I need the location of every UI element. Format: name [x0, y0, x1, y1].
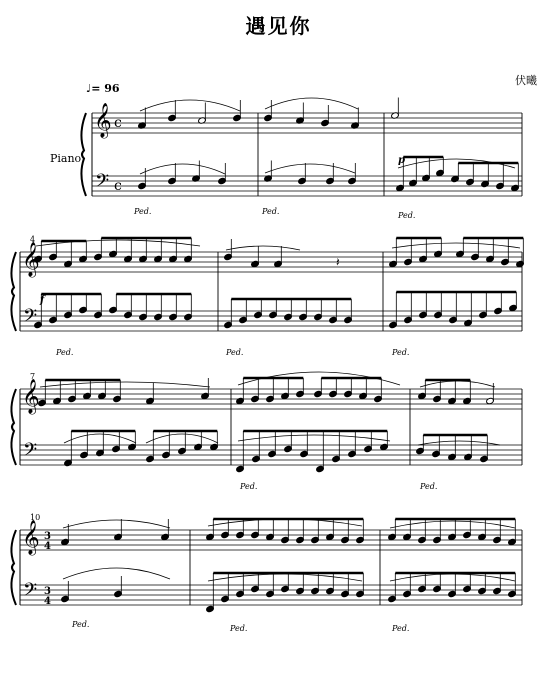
time-signature-common: c — [114, 115, 122, 131]
slur — [390, 521, 515, 528]
slur — [140, 164, 225, 174]
treble-clef: 𝄞 — [22, 379, 40, 414]
bass-clef: 𝄢 — [23, 306, 38, 331]
brace — [11, 389, 16, 465]
time-signature-top: 3 — [44, 586, 51, 597]
measure-number: 10 — [30, 513, 41, 522]
slur — [208, 574, 362, 581]
time-signature-common: c — [114, 178, 122, 194]
slur — [63, 568, 170, 579]
slur — [140, 100, 240, 111]
slur — [64, 434, 136, 443]
staff-systems — [11, 113, 522, 605]
tempo-marking: ♩= 96 — [86, 82, 120, 95]
time-signature-bottom: 4 — [44, 596, 51, 607]
pedal-mark: Ped. — [226, 348, 244, 357]
marks-layer — [22, 103, 437, 633]
pedal-mark: Ped. — [420, 482, 438, 491]
quarter-rest: 𝄽 — [336, 255, 340, 269]
pedal-mark: Ped. — [262, 207, 280, 216]
bass-clef: 𝄢 — [23, 580, 38, 605]
pedal-mark: Ped. — [392, 348, 410, 357]
composer-name: 伏曦 — [515, 74, 537, 87]
treble-clef: 𝄞 — [22, 242, 40, 277]
bass-clef: 𝄢 — [23, 440, 38, 465]
page-title: 遇见你 — [245, 14, 312, 38]
brace — [11, 252, 16, 331]
bass-clef: 𝄢 — [95, 171, 110, 196]
pedal-mark: Ped. — [56, 348, 74, 357]
dynamic-piano: p — [398, 155, 405, 166]
brace — [11, 530, 16, 605]
slur — [40, 382, 210, 387]
instrument-label: Piano — [50, 152, 82, 165]
pedal-mark: Ped. — [398, 211, 416, 220]
slur — [146, 434, 218, 443]
pedal-mark: Ped. — [72, 620, 90, 629]
slur — [398, 159, 515, 168]
pedal-mark: Ped. — [230, 624, 248, 633]
slur — [226, 246, 300, 250]
measure-number: 4 — [30, 235, 36, 244]
slur — [265, 98, 358, 109]
pedal-mark: Ped. — [240, 482, 258, 491]
treble-clef: 𝄞 — [94, 103, 112, 138]
slur — [265, 164, 355, 173]
treble-clef: 𝄞 — [22, 520, 40, 555]
slur — [418, 441, 500, 445]
slur — [63, 520, 170, 528]
slur — [420, 381, 495, 387]
pedal-mark: Ped. — [392, 624, 410, 633]
slur — [238, 372, 400, 385]
pedal-mark: Ped. — [134, 207, 152, 216]
brace — [81, 113, 86, 196]
measure-number: 7 — [30, 372, 36, 381]
slur — [238, 435, 390, 441]
slur — [390, 574, 515, 581]
dynamic-forte: f — [40, 295, 45, 306]
time-signature-bottom: 4 — [44, 541, 51, 552]
time-signature-top: 3 — [44, 531, 51, 542]
